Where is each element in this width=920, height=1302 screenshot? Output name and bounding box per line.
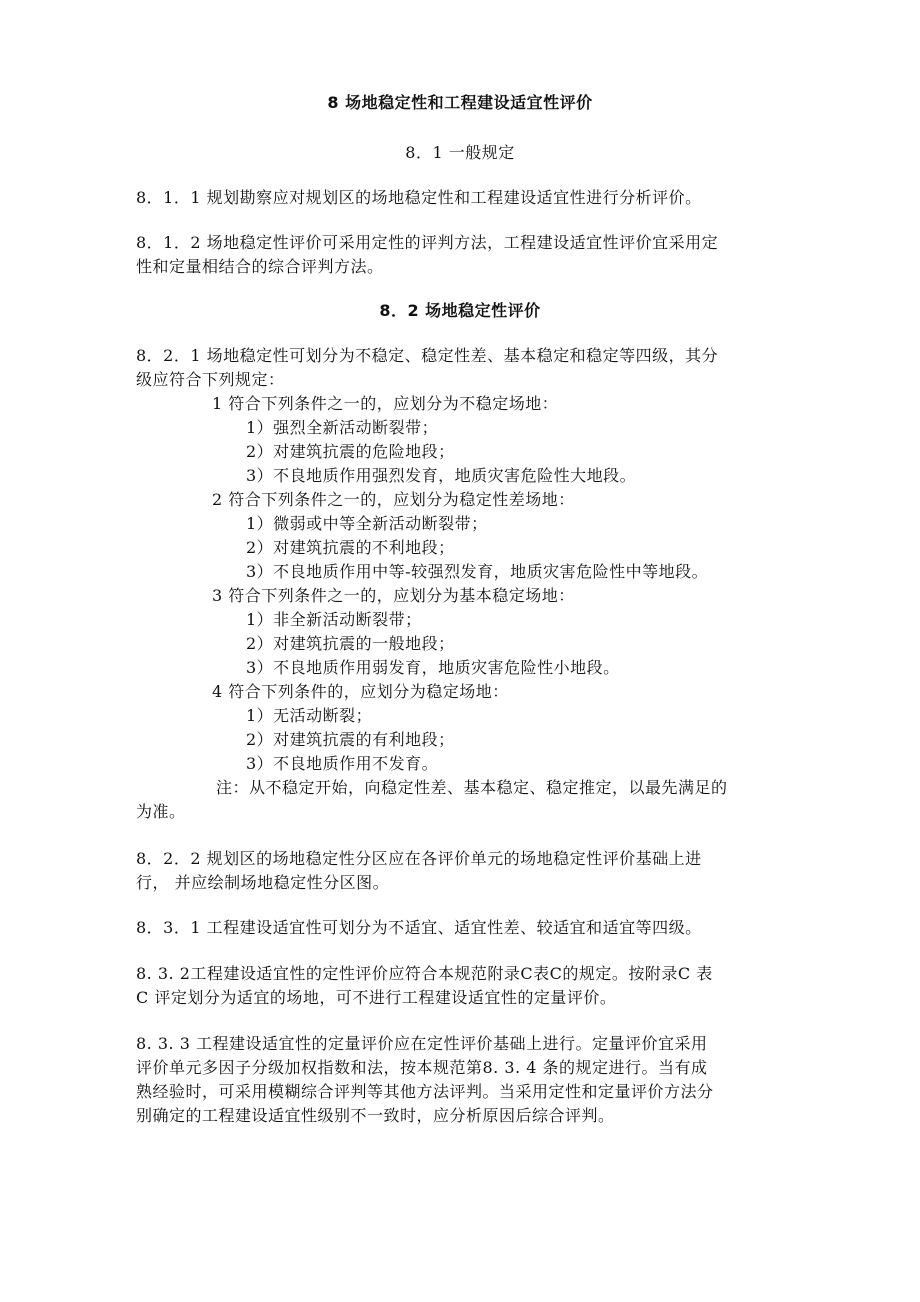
list-item: 3）不良地质作用不发育。 (246, 754, 439, 773)
list-item: 1）强烈全新活动断裂带； (246, 418, 439, 437)
list-item: 3）不良地质作用弱发育，地质灾害危险性小地段。 (246, 658, 620, 677)
list-item: 1）非全新活动断裂带； (246, 610, 422, 629)
paragraph-8-3-1: 8．3．1 工程建设适宜性可划分为不适宜、适宜性差、较适宜和适宜等四级。 (136, 918, 702, 937)
section-heading-8-1: 8．1 一般规定 (405, 143, 515, 162)
list-item: 1）无活动断裂； (246, 706, 373, 725)
condition-group-3-heading: 3 符合下列条件之一的，应划分为基本稳定场地： (212, 586, 575, 605)
paragraph-8-2-1-line-1: 8．2．1 场地稳定性可划分为不稳定、稳定性差、基本稳定和稳定等四级，其分 (136, 346, 719, 365)
paragraph-8-3-3-line-2: 评价单元多因子分级加权指数和法，按本规范第8. 3. 4 条的规定进行。当有成 (136, 1058, 708, 1077)
paragraph-8-3-3-line-3: 熟经验时，可采用模糊综合评判等其他方法评判。当采用定性和定量评价方法分 (136, 1082, 714, 1101)
page-title: 8 场地稳定性和工程建设适宜性评价 (327, 93, 593, 112)
paragraph-8-1-2-line-1: 8．1．2 场地稳定性评价可采用定性的评判方法，工程建设适宜性评价宜采用定 (136, 233, 719, 252)
note-line-1: 注：从不稳定开始，向稳定性差、基本稳定、稳定推定，以最先满足的 (216, 778, 728, 797)
paragraph-8-3-3-line-4: 别确定的工程建设适宜性级别不一致时，应分析原因后综合评判。 (136, 1106, 615, 1125)
list-item: 3）不良地质作用中等-较强烈发育，地质灾害危险性中等地段。 (246, 562, 709, 581)
list-item: 3）不良地质作用强烈发育，地质灾害危险性大地段。 (246, 466, 637, 485)
list-item: 2）对建筑抗震的危险地段； (246, 442, 455, 461)
list-item: 1）微弱或中等全新活动断裂带； (246, 514, 488, 533)
note-line-2: 为准。 (136, 802, 186, 821)
condition-group-1-heading: 1 符合下列条件之一的，应划分为不稳定场地： (212, 394, 559, 413)
paragraph-8-3-2-line-2: C 评定划分为适宜的场地，可不进行工程建设适宜性的定量评价。 (136, 988, 617, 1007)
paragraph-8-1-1: 8．1．1 规划勘察应对规划区的场地稳定性和工程建设适宜性进行分析评价。 (136, 188, 702, 207)
paragraph-8-1-2-line-2: 性和定量相结合的综合评判方法。 (136, 257, 384, 276)
condition-group-2-heading: 2 符合下列条件之一的，应划分为稳定性差场地： (212, 490, 575, 509)
list-item: 2）对建筑抗震的不利地段； (246, 538, 455, 557)
paragraph-8-2-2-line-2: 行， 并应绘制场地稳定性分区图。 (136, 873, 390, 892)
condition-group-4-heading: 4 符合下列条件的，应划分为稳定场地： (212, 682, 509, 701)
section-heading-8-2: 8．2 场地稳定性评价 (379, 301, 541, 320)
list-item: 2）对建筑抗震的有利地段； (246, 730, 455, 749)
paragraph-8-2-1-line-2: 级应符合下列规定： (136, 370, 285, 389)
list-item: 2）对建筑抗震的一般地段； (246, 634, 455, 653)
paragraph-8-2-2-line-1: 8．2．2 规划区的场地稳定性分区应在各评价单元的场地稳定性评价基础上进 (136, 849, 702, 868)
paragraph-8-3-2-line-1: 8. 3. 2工程建设适宜性的定性评价应符合本规范附录C表C的规定。按附录C 表 (136, 964, 713, 983)
paragraph-8-3-3-line-1: 8. 3. 3 工程建设适宜性的定量评价应在定性评价基础上进行。定量评价宜采用 (136, 1034, 708, 1053)
